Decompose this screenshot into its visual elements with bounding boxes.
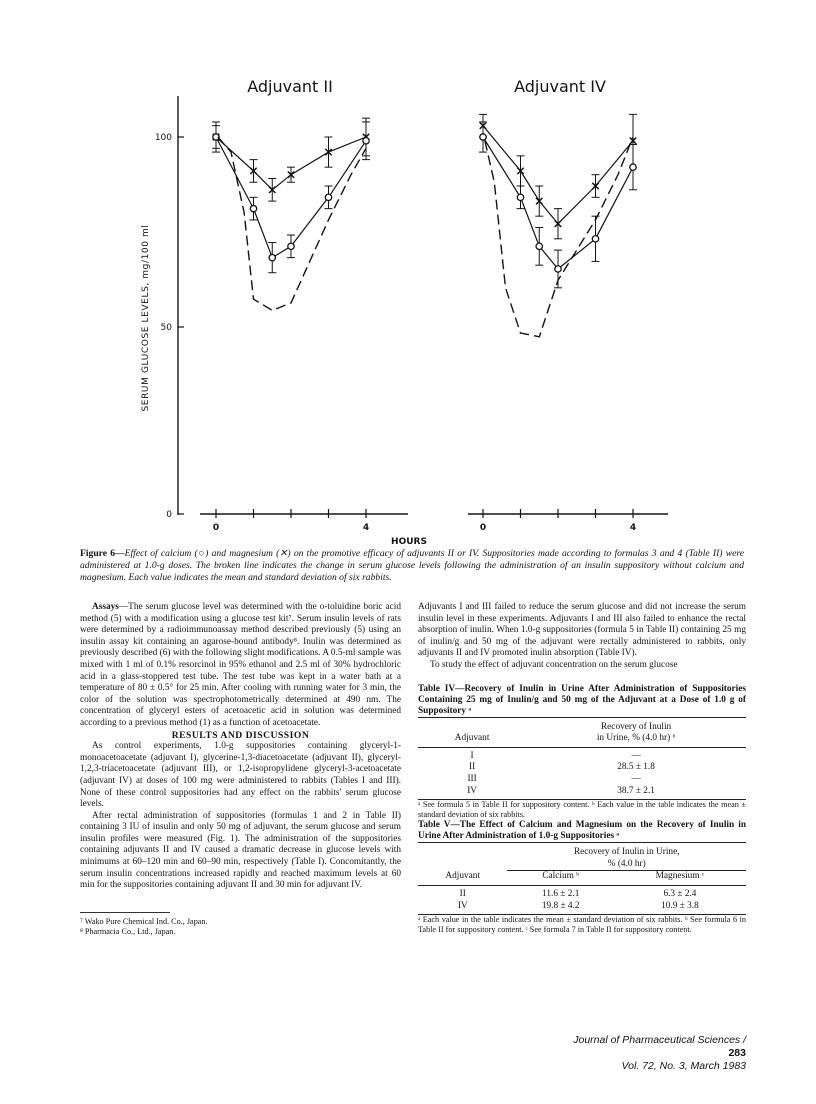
table-5-header-row-3: [418, 871, 746, 886]
table-cell-value: —: [631, 773, 641, 784]
journal-name: Journal of Pharmaceutical Sciences /: [573, 1034, 746, 1046]
table-cell-calcium: 11.6 ± 2.1: [542, 888, 580, 899]
table-cell-adjuvant: IV: [418, 786, 526, 800]
circle-point: [325, 194, 331, 200]
table-4-caption: Table IV—Recovery of Inulin in Urine After Administration of Suppositories Containing 25 mg of Inulin/g and 50 mg of the Adjuvant at a Dose of 1.0 g of Suppository ᵃ: [418, 683, 746, 716]
table-row: [418, 774, 746, 786]
table-cell-value: —: [631, 750, 641, 761]
y-axis-label: SERUM GLUCOSE LEVELS, mg/100 ml: [141, 224, 151, 412]
x-tick-label-left-0: 0: [212, 523, 220, 533]
table-5-note: ᵃ Each value in the table indicates the mean ± standard deviation of six rabbits. ᵇ See formula 6 in Table II for suppository content. ᶜ See formula 7 in Table II for suppository content.: [418, 915, 746, 935]
journal-issue: Vol. 72, No. 3, March 1983: [621, 1060, 746, 1072]
circle-point: [630, 164, 636, 170]
figure-caption: [80, 548, 744, 584]
table-cell-adjuvant: II: [469, 762, 476, 773]
table-row: [418, 747, 746, 762]
table-cell-magnesium: 6.3 ± 2.4: [663, 888, 697, 899]
footnote-rule: [80, 912, 170, 913]
assays-text: —The serum glucose level was determined with the o-toluidine boric acid method (5) with a modification using a glucose test kit⁷. Serum insulin levels of rats were determined by a radioimmunoassay method described previously (5) using an insulin assay kit containing an agarose-bound antibody⁸. Inulin was determined as previously described (6) with the following slight modifications. A 0.5-ml sample was mixed with 1 ml of 0.1% resorcinol in 95% ethanol and 2.5 ml of 30% hydrochloric acid in a glass-stoppered test tube. The test tube was kept in a water bath at a temperature of 80 ± 0.5° for 25 min. After cooling with running water for 3 min, the color of the solution was spectrophotometrically determined at 490 nm. The concentration of glyceryl esters of acetoacetic acid in solution was determined according to a previous method (1) as a function of acetoacetate.: [80, 602, 401, 728]
results-paragraph-1: As control experiments, 1.0-g suppositories containing glyceryl-1-monoacetoacetate (adjuvant I), glycerine-1,3-diacetoacetate (adjuvant II), glyceryl-1,2,3-triacetoacetate (adjuvant III), or 1,2-isopropylidene glyceryl-3-acetoacetate (adjuvant IV) at doses of 100 mg were administered to rabbits (Tables I and III). None of these control suppositories had any effect on the rabbits' serum glucose levels.: [80, 741, 401, 810]
dashed-series-line: [218, 137, 366, 310]
x-axis-label: HOURS: [391, 537, 427, 545]
assays-paragraph: [80, 602, 401, 730]
results-paragraph-2: After rectal administration of suppositories (formulas 1 and 2 in Table II) containing 3 IU of insulin and only 50 mg of adjuvant, the serum glucose and serum insulin profiles were measured (Fig. 1). The administration of the suppositories containing adjuvants II and IV caused a dramatic decrease in glucose levels with minimums at 60–120 min and 60–90 min, respectively (Table I). Concomitantly, the serum insulin concentrations increased rapidly and reached maximum levels at 60 min for the suppositories containing adjuvant II and 30 min for adjuvant IV.: [80, 810, 401, 891]
table-4-note: ᵃ See formula 5 in Table II for suppository content. ᵇ Each value in the table indicates the mean ± standard deviation of six rabbits.: [418, 800, 746, 820]
table-cell-value: 28.5 ± 1.8: [617, 762, 655, 773]
table-5-header-row-1: [418, 843, 746, 859]
circle-point: [480, 134, 486, 140]
circle-point: [269, 254, 275, 260]
table-5-header-calcium: Calcium ᵇ: [507, 871, 613, 886]
table-row: [418, 885, 746, 900]
caption-text: Effect of calcium (○) and magnesium (✕) on the promotive efficacy of adjuvants II or IV. Suppositories made according to formulas 3 and 4 (Table II) were administered at 1.0-g doses. The broken line indicates the change in serum glucose levels following the administration of an insulin suppository without calcium and magnesium. Each value indicates the mean and standard deviation of six rabbits.: [80, 548, 744, 583]
table-cell-adjuvant: III: [467, 773, 477, 784]
circle-series-line: [483, 137, 633, 269]
table-5-header-magnesium: Magnesium ᶜ: [614, 871, 746, 886]
table-cell-adjuvant: II: [459, 888, 466, 899]
table-row: [418, 786, 746, 800]
table-row: [418, 901, 746, 915]
circle-point: [592, 236, 598, 242]
circle-point: [288, 243, 294, 249]
section-heading: RESULTS AND DISCUSSION: [171, 729, 310, 741]
table-5-header-unit: % (4.0 hr): [507, 859, 746, 871]
figure-6: [0, 0, 816, 545]
circle-point: [555, 266, 561, 272]
table-5-header-adjuvant: Adjuvant: [418, 871, 507, 886]
journal-footer: [560, 1034, 746, 1073]
table-5-header-row-2: [418, 859, 746, 871]
y-tick-label-100: 100: [154, 133, 172, 143]
y-tick-label-0: 0: [166, 510, 172, 520]
journal-line: [560, 1034, 746, 1060]
circle-point: [536, 243, 542, 249]
caption-label: Figure 6—: [80, 548, 125, 559]
plot-adjuvant-iv: [479, 114, 637, 336]
left-column: [80, 602, 401, 937]
plot-adjuvant-ii: [212, 118, 370, 310]
circle-point: [363, 138, 369, 144]
x-tick-label-right-0: 0: [479, 523, 487, 533]
table-5: [418, 842, 746, 915]
table-4-header-row-2: [418, 733, 746, 747]
right-paragraph-1: Adjuvants I and III failed to reduce the serum glucose and did not increase the serum insulin level in these experiments. Adjuvants I and III also failed to enhance the rectal absorption of inulin. When 1.0-g suppositories (formula 5 in Table II) containing 25 mg of inulin/g and 50 mg of the adjuvant were rectally administered to rabbits, only adjuvants II and IV promoted inulin absorption (Table IV).: [418, 602, 746, 659]
table-row: [418, 762, 746, 774]
page-number: 283: [728, 1047, 746, 1059]
table-4: [418, 717, 746, 801]
footnote-7: ⁷ Wako Pure Chemical Ind. Co., Japan.: [80, 916, 208, 926]
panel-title-adjuvant-ii: Adjuvant II: [247, 77, 333, 96]
table-cell-adjuvant: IV: [418, 901, 507, 915]
circle-point: [517, 194, 523, 200]
table-cell-adjuvant: I: [470, 750, 474, 761]
table-4-header-adjuvant: Adjuvant: [418, 733, 526, 747]
table-5-caption: Table V—The Effect of Calcium and Magnesium on the Recovery of Inulin in Urine After Administration of 1.0-g Suppositories ᵃ: [418, 820, 746, 842]
table-cell-value: 38.7 ± 2.1: [526, 786, 746, 800]
table-5-header-recovery: Recovery of Inulin in Urine,: [507, 843, 746, 859]
panel-title-adjuvant-iv: Adjuvant IV: [514, 77, 606, 96]
right-paragraph-2: To study the effect of adjuvant concentration on the serum glucose: [430, 659, 678, 670]
x-tick-label-left-4: 4: [362, 523, 370, 533]
x-tick-label-right-4: 4: [629, 523, 637, 533]
circle-point: [250, 205, 256, 211]
table-4-header-recovery: Recovery of Inulin: [526, 717, 746, 733]
table-cell-magnesium: 10.9 ± 3.8: [614, 901, 746, 915]
table-4-header-row-1: [418, 717, 746, 733]
assays-heading: Assays: [92, 602, 119, 612]
footnote-8: ⁸ Pharmacia Co., Ltd., Japan.: [80, 926, 176, 936]
table-4-header-urine: in Urine, % (4.0 hr) ᵇ: [526, 733, 746, 747]
y-tick-label-50: 50: [160, 323, 172, 333]
table-cell-calcium: 19.8 ± 4.2: [507, 901, 613, 915]
right-column: [418, 602, 746, 935]
